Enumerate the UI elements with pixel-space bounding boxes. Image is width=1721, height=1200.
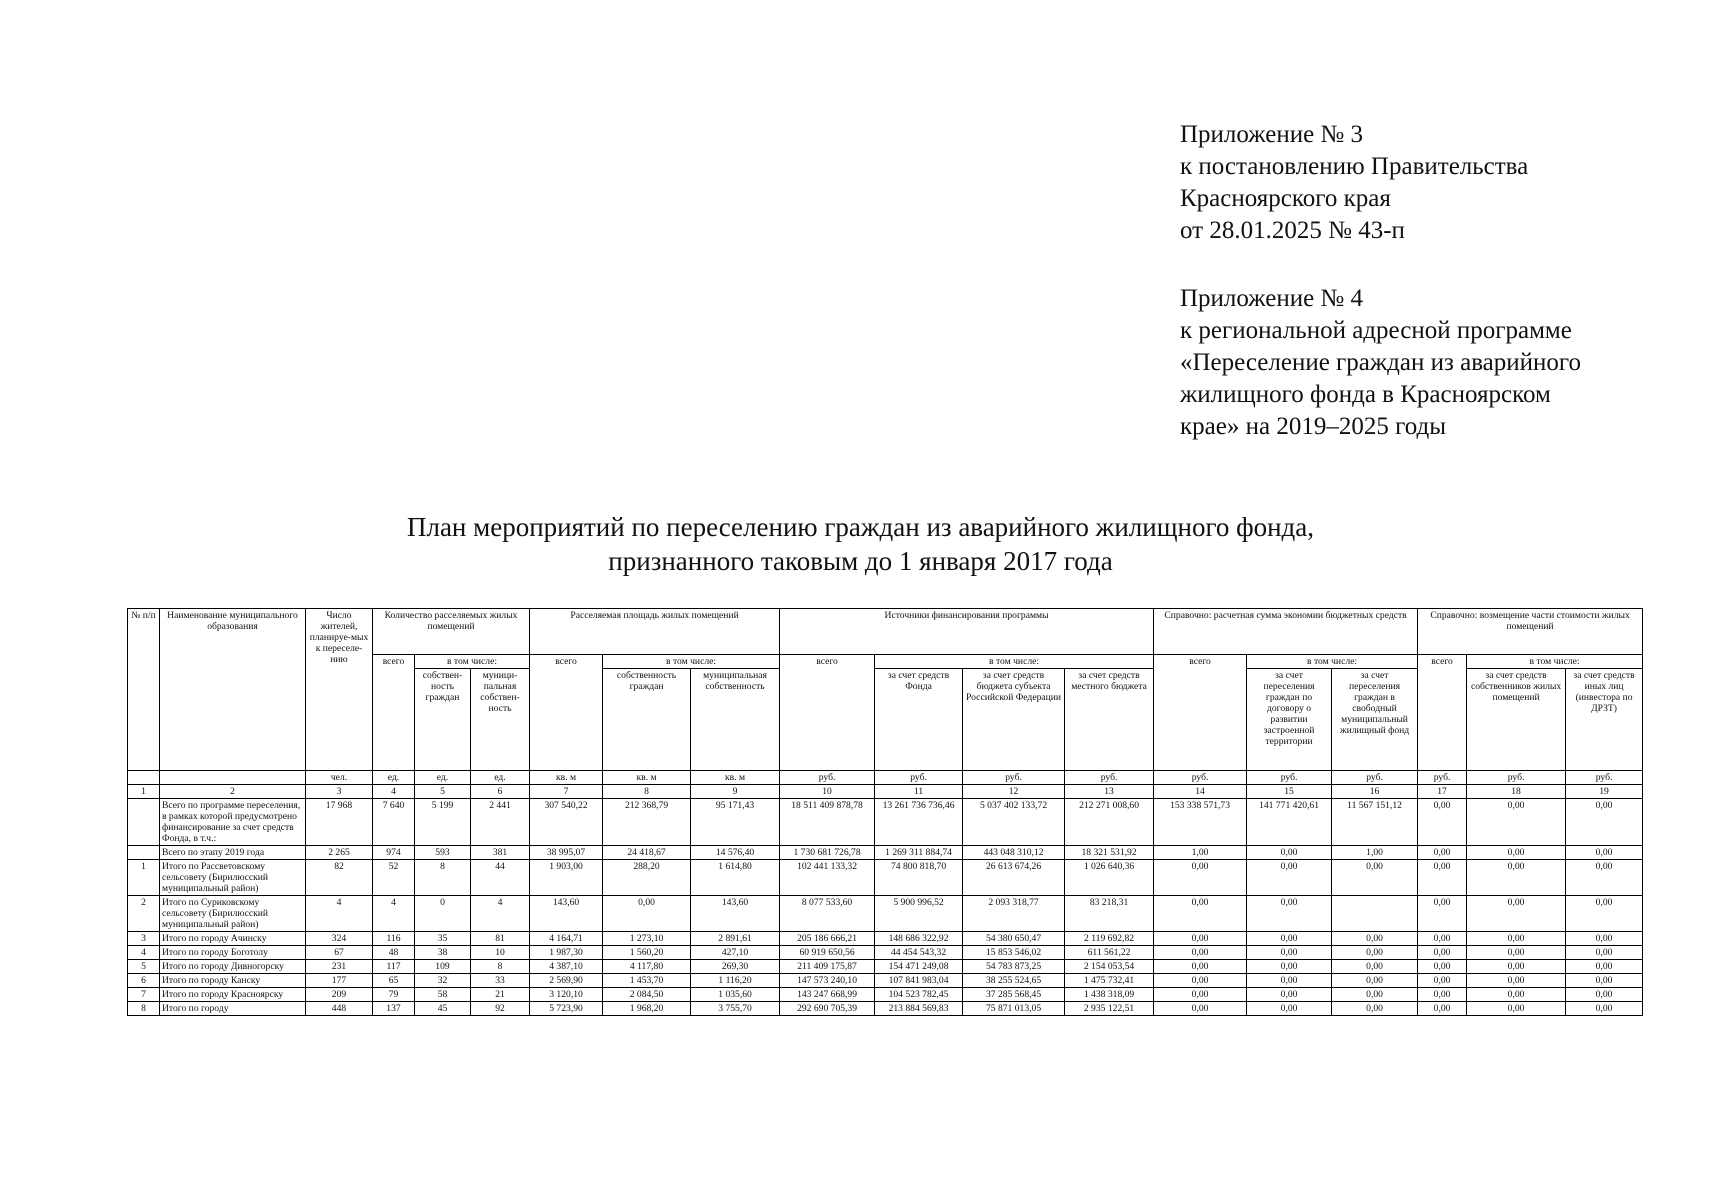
- value-cell: 0,00: [1467, 799, 1566, 846]
- municipality-name: Итого по городу Красноярску: [160, 988, 306, 1002]
- municipality-name: Итого по Рассветовскому сельсовету (Бирилюсский муниципальный район): [160, 860, 306, 896]
- value-cell: 0,00: [1566, 896, 1643, 932]
- value-cell: 0,00: [1247, 932, 1332, 946]
- value-cell: 0,00: [1418, 946, 1467, 960]
- unit-cell: руб.: [1332, 771, 1418, 785]
- value-cell: 0,00: [1247, 1002, 1332, 1016]
- value-cell: 44: [471, 860, 530, 896]
- row-number: 6: [128, 974, 160, 988]
- value-cell: 0,00: [1247, 974, 1332, 988]
- value-cell: 0,00: [1418, 860, 1467, 896]
- value-cell: 1 987,30: [530, 946, 603, 960]
- table-row: [128, 974, 1643, 988]
- value-cell: 205 186 666,21: [780, 932, 875, 946]
- value-cell: 0,00: [1154, 932, 1247, 946]
- header-rooms-incl: в том числе:: [415, 655, 530, 669]
- column-index-cell: 17: [1418, 785, 1467, 799]
- municipality-name: Итого по городу Канску: [160, 974, 306, 988]
- value-cell: 0,00: [1467, 1002, 1566, 1016]
- value-cell: 48: [373, 946, 415, 960]
- header-area-own: собственность граждан: [603, 669, 691, 771]
- header-local: за счет средств местного бюджета: [1065, 669, 1154, 771]
- value-cell: 5 900 996,52: [875, 896, 963, 932]
- units-empty: [128, 771, 160, 785]
- row-number: 4: [128, 946, 160, 960]
- value-cell: 324: [306, 932, 373, 946]
- row-number: 5: [128, 960, 160, 974]
- value-cell: 8: [471, 960, 530, 974]
- table-row: [128, 960, 1643, 974]
- value-cell: 104 523 782,45: [875, 988, 963, 1002]
- value-cell: 0,00: [1566, 960, 1643, 974]
- value-cell: 269,30: [691, 960, 780, 974]
- value-cell: 1 453,70: [603, 974, 691, 988]
- column-index-cell: 1: [128, 785, 160, 799]
- column-index-cell: 18: [1467, 785, 1566, 799]
- value-cell: 92: [471, 1002, 530, 1016]
- value-cell: 0,00: [1467, 860, 1566, 896]
- value-cell: 213 884 569,83: [875, 1002, 963, 1016]
- column-index-cell: 14: [1154, 785, 1247, 799]
- value-cell: 0,00: [1418, 1002, 1467, 1016]
- value-cell: 45: [415, 1002, 471, 1016]
- value-cell: 0,00: [1566, 1002, 1643, 1016]
- row-number: [128, 799, 160, 846]
- value-cell: 2 084,50: [603, 988, 691, 1002]
- table-row: [128, 896, 1643, 932]
- value-cell: 307 540,22: [530, 799, 603, 846]
- value-cell: 74 800 818,70: [875, 860, 963, 896]
- column-index-cell: 11: [875, 785, 963, 799]
- header-reimb-owners: за счет средств собственников жилых помещений: [1467, 669, 1566, 771]
- header-rooms-own: собствен-ность граждан: [415, 669, 471, 771]
- value-cell: 209: [306, 988, 373, 1002]
- value-cell: 0,00: [1467, 974, 1566, 988]
- column-index-cell: 10: [780, 785, 875, 799]
- value-cell: 1 560,20: [603, 946, 691, 960]
- value-cell: 0,00: [1566, 988, 1643, 1002]
- header-savings: Справочно: расчетная сумма экономии бюджетных средств: [1154, 609, 1418, 655]
- value-cell: 1 273,10: [603, 932, 691, 946]
- unit-cell: руб.: [1566, 771, 1643, 785]
- value-cell: 0,00: [1418, 846, 1467, 860]
- unit-cell: руб.: [780, 771, 875, 785]
- appendix-4-line: к региональной адресной программе: [1180, 317, 1572, 344]
- title-line: План мероприятий по переселению граждан из аварийного жилищного фонда,: [406, 512, 1315, 542]
- value-cell: 0,00: [1154, 974, 1247, 988]
- value-cell: 0,00: [1467, 896, 1566, 932]
- municipality-name: Итого по городу: [160, 1002, 306, 1016]
- value-cell: 0,00: [603, 896, 691, 932]
- value-cell: 0,00: [1566, 946, 1643, 960]
- header-area-incl: в том числе:: [603, 655, 780, 669]
- value-cell: 143,60: [691, 896, 780, 932]
- value-cell: 4 117,80: [603, 960, 691, 974]
- municipality-name: Итого по городу Ачинску: [160, 932, 306, 946]
- value-cell: 2 569,90: [530, 974, 603, 988]
- value-cell: 141 771 420,61: [1247, 799, 1332, 846]
- value-cell: 1 035,60: [691, 988, 780, 1002]
- value-cell: 0,00: [1247, 860, 1332, 896]
- value-cell: 0,00: [1332, 860, 1418, 896]
- column-index-cell: 4: [373, 785, 415, 799]
- value-cell: 1 730 681 726,78: [780, 846, 875, 860]
- unit-cell: ед.: [471, 771, 530, 785]
- value-cell: 4 164,71: [530, 932, 603, 946]
- value-cell: 1 475 732,41: [1065, 974, 1154, 988]
- appendix-3-line: Красноярского края: [1180, 185, 1391, 212]
- municipality-name: Итого по Суриковскому сельсовету (Бирилюсский муниципальный район): [160, 896, 306, 932]
- unit-cell: руб.: [1154, 771, 1247, 785]
- header-residents: Число жителей, планируе-мых к переселе-нию: [306, 609, 373, 771]
- value-cell: 4: [471, 896, 530, 932]
- value-cell: 147 573 240,10: [780, 974, 875, 988]
- value-cell: 1 026 640,36: [1065, 860, 1154, 896]
- value-cell: 0,00: [1154, 988, 1247, 1002]
- header-sav-dev: за счет переселения граждан по договору о развитии застроенной территории: [1247, 669, 1332, 771]
- value-cell: 443 048 310,12: [963, 846, 1065, 860]
- row-number: 2: [128, 896, 160, 932]
- header-subject: за счет средств бюджета субъекта Российской Федерации: [963, 669, 1065, 771]
- value-cell: 1 614,80: [691, 860, 780, 896]
- column-index-cell: 16: [1332, 785, 1418, 799]
- header-reimbursement: Справочно: возмещение части стоимости жилых помещений: [1418, 609, 1643, 655]
- value-cell: 116: [373, 932, 415, 946]
- value-cell: 448: [306, 1002, 373, 1016]
- value-cell: 38 995,07: [530, 846, 603, 860]
- unit-cell: кв. м: [691, 771, 780, 785]
- unit-cell: руб.: [1065, 771, 1154, 785]
- value-cell: 0,00: [1566, 846, 1643, 860]
- column-index-cell: 9: [691, 785, 780, 799]
- value-cell: 0,00: [1566, 860, 1643, 896]
- column-index-cell: 2: [160, 785, 306, 799]
- value-cell: 11 567 151,12: [1332, 799, 1418, 846]
- value-cell: 67: [306, 946, 373, 960]
- value-cell: 17 968: [306, 799, 373, 846]
- value-cell: 54 783 873,25: [963, 960, 1065, 974]
- value-cell: 1 269 311 884,74: [875, 846, 963, 860]
- value-cell: 4: [306, 896, 373, 932]
- value-cell: 593: [415, 846, 471, 860]
- value-cell: 0,00: [1418, 799, 1467, 846]
- value-cell: 0,00: [1467, 846, 1566, 860]
- appendix-4-line: «Переселение граждан из аварийного: [1180, 349, 1582, 376]
- value-cell: 177: [306, 974, 373, 988]
- table-row: [128, 988, 1643, 1002]
- value-cell: 3 120,10: [530, 988, 603, 1002]
- value-cell: 427,10: [691, 946, 780, 960]
- value-cell: 292 690 705,39: [780, 1002, 875, 1016]
- value-cell: 0,00: [1247, 988, 1332, 1002]
- value-cell: 1 968,20: [603, 1002, 691, 1016]
- value-cell: 10: [471, 946, 530, 960]
- header-rooms-mun: муници-пальная собствен-ность: [471, 669, 530, 771]
- value-cell: 14 576,40: [691, 846, 780, 860]
- value-cell: 0,00: [1566, 974, 1643, 988]
- header-reimb-incl: в том числе:: [1467, 655, 1643, 669]
- value-cell: 75 871 013,05: [963, 1002, 1065, 1016]
- value-cell: 143 247 668,99: [780, 988, 875, 1002]
- value-cell: 0,00: [1566, 932, 1643, 946]
- value-cell: 153 338 571,73: [1154, 799, 1247, 846]
- value-cell: 0,00: [1154, 860, 1247, 896]
- header-savings-total: всего: [1154, 655, 1247, 771]
- column-index-cell: 3: [306, 785, 373, 799]
- value-cell: 0,00: [1467, 960, 1566, 974]
- table-row: [128, 946, 1643, 960]
- header-area-total: всего: [530, 655, 603, 771]
- column-index-cell: 7: [530, 785, 603, 799]
- appendix-4-block: [1180, 283, 1581, 443]
- value-cell: 2 265: [306, 846, 373, 860]
- column-index-cell: 5: [415, 785, 471, 799]
- value-cell: 2 441: [471, 799, 530, 846]
- value-cell: 2 891,61: [691, 932, 780, 946]
- table-row: [128, 932, 1643, 946]
- unit-cell: чел.: [306, 771, 373, 785]
- unit-cell: ед.: [415, 771, 471, 785]
- value-cell: 0,00: [1247, 846, 1332, 860]
- unit-cell: руб.: [1247, 771, 1332, 785]
- value-cell: 2 093 318,77: [963, 896, 1065, 932]
- appendix-4-line: Приложение № 4: [1180, 285, 1364, 312]
- header-savings-incl: в том числе:: [1247, 655, 1418, 669]
- header-num: № п/п: [128, 609, 160, 771]
- column-index-cell: 12: [963, 785, 1065, 799]
- value-cell: 7 640: [373, 799, 415, 846]
- appendix-3-line: Приложение № 3: [1180, 121, 1364, 148]
- column-index-cell: 8: [603, 785, 691, 799]
- value-cell: 21: [471, 988, 530, 1002]
- value-cell: 211 409 175,87: [780, 960, 875, 974]
- header-funding: Источники финансирования программы: [780, 609, 1154, 655]
- value-cell: 0: [415, 896, 471, 932]
- value-cell: 32: [415, 974, 471, 988]
- appendix-4-line: крае» на 2019–2025 годы: [1180, 413, 1446, 440]
- value-cell: 148 686 322,92: [875, 932, 963, 946]
- value-cell: 38: [415, 946, 471, 960]
- value-cell: 288,20: [603, 860, 691, 896]
- value-cell: 1,00: [1154, 846, 1247, 860]
- header-reimb-total: всего: [1418, 655, 1467, 771]
- unit-cell: кв. м: [530, 771, 603, 785]
- value-cell: 1 903,00: [530, 860, 603, 896]
- appendix-3-line: к постановлению Правительства: [1180, 153, 1529, 180]
- value-cell: 4 387,10: [530, 960, 603, 974]
- value-cell: 60 919 650,56: [780, 946, 875, 960]
- value-cell: 3 755,70: [691, 1002, 780, 1016]
- value-cell: 8 077 533,60: [780, 896, 875, 932]
- value-cell: 154 471 249,08: [875, 960, 963, 974]
- table-row: [128, 846, 1643, 860]
- header-funding-incl: в том числе:: [875, 655, 1154, 669]
- value-cell: 2 935 122,51: [1065, 1002, 1154, 1016]
- value-cell: 1 438 318,09: [1065, 988, 1154, 1002]
- value-cell: 18 511 409 878,78: [780, 799, 875, 846]
- header-row: [128, 609, 1643, 655]
- header-rooms: Количество расселяемых жилых помещений: [373, 609, 530, 655]
- value-cell: 1 116,20: [691, 974, 780, 988]
- table-row: [128, 799, 1643, 846]
- value-cell: 33: [471, 974, 530, 988]
- header-area: Расселяемая площадь жилых помещений: [530, 609, 780, 655]
- value-cell: 0,00: [1332, 946, 1418, 960]
- column-index-cell: 6: [471, 785, 530, 799]
- value-cell: 611 561,22: [1065, 946, 1154, 960]
- column-index-cell: 19: [1566, 785, 1643, 799]
- value-cell: 0,00: [1418, 974, 1467, 988]
- value-cell: 212 271 008,60: [1065, 799, 1154, 846]
- value-cell: 0,00: [1154, 1002, 1247, 1016]
- value-cell: 2 119 692,82: [1065, 932, 1154, 946]
- value-cell: 82: [306, 860, 373, 896]
- value-cell: 231: [306, 960, 373, 974]
- value-cell: 102 441 133,32: [780, 860, 875, 896]
- row-number: [128, 846, 160, 860]
- value-cell: 44 454 543,32: [875, 946, 963, 960]
- value-cell: 4: [373, 896, 415, 932]
- row-number: 7: [128, 988, 160, 1002]
- value-cell: 79: [373, 988, 415, 1002]
- value-cell: 0,00: [1467, 988, 1566, 1002]
- table-row: [128, 1002, 1643, 1016]
- value-cell: 381: [471, 846, 530, 860]
- value-cell: 117: [373, 960, 415, 974]
- value-cell: 65: [373, 974, 415, 988]
- value-cell: 95 171,43: [691, 799, 780, 846]
- document-title: [0, 510, 1721, 578]
- header-rooms-total: всего: [373, 655, 415, 771]
- value-cell: 0,00: [1332, 960, 1418, 974]
- value-cell: [1332, 896, 1418, 932]
- value-cell: 83 218,31: [1065, 896, 1154, 932]
- value-cell: 58: [415, 988, 471, 1002]
- unit-cell: руб.: [963, 771, 1065, 785]
- value-cell: 38 255 524,65: [963, 974, 1065, 988]
- value-cell: 109: [415, 960, 471, 974]
- column-index-row: [128, 785, 1643, 799]
- value-cell: 15 853 546,02: [963, 946, 1065, 960]
- value-cell: 54 380 650,47: [963, 932, 1065, 946]
- value-cell: 1,00: [1332, 846, 1418, 860]
- value-cell: 24 418,67: [603, 846, 691, 860]
- value-cell: 35: [415, 932, 471, 946]
- header-fund: за счет средств Фонда: [875, 669, 963, 771]
- value-cell: 0,00: [1247, 896, 1332, 932]
- header-name: Наименование муниципального образования: [160, 609, 306, 771]
- value-cell: 0,00: [1332, 1002, 1418, 1016]
- unit-cell: руб.: [1418, 771, 1467, 785]
- value-cell: 5 037 402 133,72: [963, 799, 1065, 846]
- column-index-cell: 13: [1065, 785, 1154, 799]
- value-cell: 974: [373, 846, 415, 860]
- municipality-name: Всего по этапу 2019 года: [160, 846, 306, 860]
- value-cell: 18 321 531,92: [1065, 846, 1154, 860]
- header-funding-total: всего: [780, 655, 875, 771]
- value-cell: 0,00: [1566, 799, 1643, 846]
- value-cell: 0,00: [1154, 896, 1247, 932]
- municipality-name: Всего по программе переселения, в рамках которой предусмотрено финансирование за счет средств Фонда, в т.ч.:: [160, 799, 306, 846]
- value-cell: 2 154 053,54: [1065, 960, 1154, 974]
- header-reimb-other: за счет средств иных лиц (инвестора по ДРЗТ): [1566, 669, 1643, 771]
- value-cell: 0,00: [1154, 946, 1247, 960]
- appendix-3-block: [1180, 119, 1528, 247]
- value-cell: 0,00: [1418, 932, 1467, 946]
- unit-cell: руб.: [875, 771, 963, 785]
- value-cell: 52: [373, 860, 415, 896]
- table-row: [128, 860, 1643, 896]
- row-number: 8: [128, 1002, 160, 1016]
- value-cell: 0,00: [1247, 960, 1332, 974]
- value-cell: 212 368,79: [603, 799, 691, 846]
- value-cell: 5 199: [415, 799, 471, 846]
- value-cell: 8: [415, 860, 471, 896]
- value-cell: 0,00: [1418, 988, 1467, 1002]
- column-index-cell: 15: [1247, 785, 1332, 799]
- units-empty: [160, 771, 306, 785]
- resettlement-plan-table: [127, 608, 1643, 1016]
- municipality-name: Итого по городу Дивногорску: [160, 960, 306, 974]
- value-cell: 0,00: [1332, 932, 1418, 946]
- units-row: [128, 771, 1643, 785]
- value-cell: 0,00: [1418, 896, 1467, 932]
- value-cell: 143,60: [530, 896, 603, 932]
- value-cell: 0,00: [1154, 960, 1247, 974]
- value-cell: 26 613 674,26: [963, 860, 1065, 896]
- unit-cell: руб.: [1467, 771, 1566, 785]
- title-line: признанного таковым до 1 января 2017 года: [608, 546, 1113, 576]
- value-cell: 0,00: [1467, 932, 1566, 946]
- value-cell: 0,00: [1247, 946, 1332, 960]
- header-area-mun: муниципальная собственность: [691, 669, 780, 771]
- value-cell: 0,00: [1418, 960, 1467, 974]
- value-cell: 0,00: [1467, 946, 1566, 960]
- row-number: 3: [128, 932, 160, 946]
- value-cell: 81: [471, 932, 530, 946]
- header-sav-free: за счет переселения граждан в свободный муниципальный жилищный фонд: [1332, 669, 1418, 771]
- appendix-3-line: от 28.01.2025 № 43-п: [1180, 217, 1405, 244]
- appendix-4-line: жилищного фонда в Красноярском: [1180, 381, 1551, 408]
- unit-cell: ед.: [373, 771, 415, 785]
- municipality-name: Итого по городу Боготолу: [160, 946, 306, 960]
- value-cell: 0,00: [1332, 988, 1418, 1002]
- value-cell: 37 285 568,45: [963, 988, 1065, 1002]
- unit-cell: кв. м: [603, 771, 691, 785]
- value-cell: 0,00: [1332, 974, 1418, 988]
- value-cell: 137: [373, 1002, 415, 1016]
- row-number: 1: [128, 860, 160, 896]
- value-cell: 5 723,90: [530, 1002, 603, 1016]
- value-cell: 107 841 983,04: [875, 974, 963, 988]
- value-cell: 13 261 736 736,46: [875, 799, 963, 846]
